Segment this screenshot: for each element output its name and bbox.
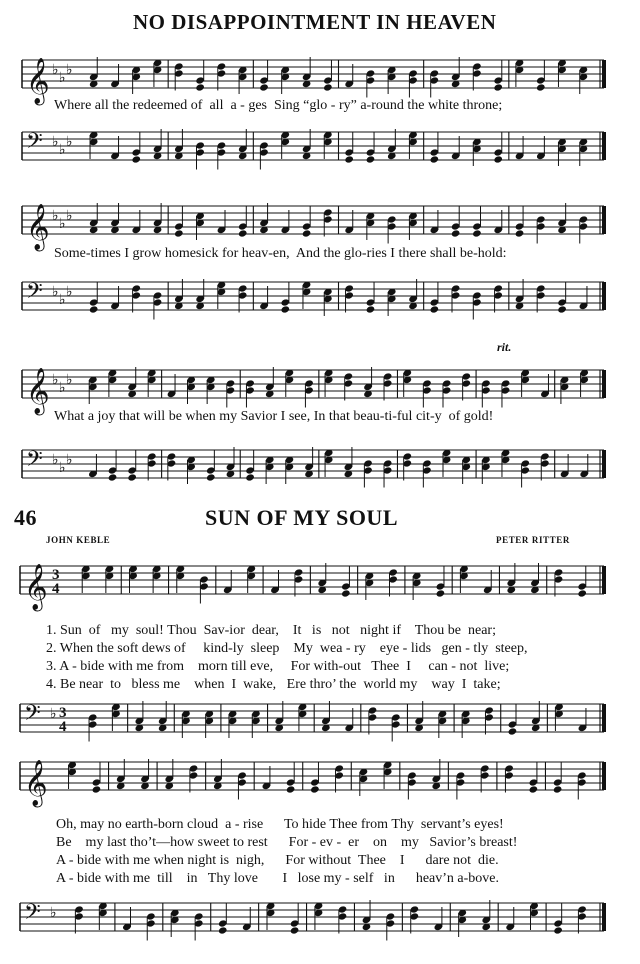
hymn2-verse-line-6: Be my last tho’t—how sweet to rest For - ev - er on my Savior’s breast!: [56, 835, 518, 850]
hymn-title: SUN OF MY SOUL: [205, 505, 398, 530]
system-4-bass-staff: [0, 694, 640, 744]
hymn1-lyric-line-1: Where all the redeemed of all a - ges Sing “glo - ry” a-round the white throne;: [54, 98, 503, 113]
system-2-treble-staff: [0, 196, 640, 250]
hymn2-verse-line-8: A - bide with me till in Thy love I lose my - self in heav’n a-bove.: [56, 871, 499, 886]
svg-text:♭: ♭: [52, 452, 59, 468]
system-1-treble-staff: [0, 50, 640, 104]
hymn2-verse-line-7: A - bide with me when night is nigh, For without Thee I dare not die.: [56, 853, 499, 868]
svg-text:4: 4: [52, 581, 60, 597]
ritardando-mark: rit.: [497, 340, 512, 354]
hymn2-verse-line-3: 3. A - bide with me from morn till eve, For with-out Thee I can - not live;: [46, 659, 510, 674]
hymn1-lyric-line-3: What a joy that will be when my Savior I see, In that beau-ti-ful cit-y of gold!: [54, 409, 494, 424]
author-credit: JOHN KEBLE: [46, 535, 111, 545]
system-1-bass-staff: [0, 122, 640, 172]
hymn-title: NO DISAPPOINTMENT IN HEAVEN: [133, 10, 497, 34]
hymn2-verse-line-4: 4. Be near to bless me when I wake, Ere thro’ the world my way I take;: [46, 677, 501, 692]
svg-text:𝄞: 𝄞: [24, 564, 48, 610]
system-3-treble-staff: [0, 360, 640, 414]
svg-text:𝄢: 𝄢: [24, 900, 41, 930]
svg-text:♭: ♭: [59, 292, 66, 308]
hymn-number: 46: [14, 505, 37, 530]
svg-text:𝄞: 𝄞: [26, 204, 50, 250]
svg-text:♭: ♭: [59, 216, 66, 232]
system-5-bass-staff: [0, 893, 640, 943]
hymn2-verse-line-5: Oh, may no earth-born cloud a - rise To hide Thee from Thy servant’s eyes!: [56, 817, 504, 832]
system-4-treble-staff: [0, 556, 640, 610]
hymn1-lyric-line-2: Some-times I grow homesick for heav-en, And the glo-ries I there shall be-hold:: [54, 246, 507, 261]
svg-text:♭: ♭: [59, 460, 66, 476]
svg-text:♭: ♭: [52, 62, 59, 78]
svg-text:♭: ♭: [50, 706, 57, 722]
svg-text:𝄞: 𝄞: [26, 58, 50, 104]
svg-text:4: 4: [59, 719, 67, 735]
svg-text:♭: ♭: [52, 134, 59, 150]
svg-text:𝄢: 𝄢: [26, 447, 43, 477]
svg-text:♭: ♭: [66, 452, 73, 468]
svg-text:♭: ♭: [52, 372, 59, 388]
svg-text:𝄞: 𝄞: [24, 760, 48, 806]
svg-text:♭: ♭: [66, 62, 73, 78]
svg-text:𝄢: 𝄢: [26, 129, 43, 159]
svg-text:♭: ♭: [66, 208, 73, 224]
system-2-bass-staff: [0, 272, 640, 322]
svg-text:3: 3: [59, 705, 67, 721]
svg-text:♭: ♭: [66, 134, 73, 150]
svg-text:𝄞: 𝄞: [26, 368, 50, 414]
svg-text:♭: ♭: [59, 70, 66, 86]
system-5-treble-staff: [0, 752, 640, 806]
svg-text:♭: ♭: [66, 372, 73, 388]
svg-text:𝄢: 𝄢: [26, 279, 43, 309]
svg-text:3: 3: [52, 567, 60, 583]
svg-text:♭: ♭: [52, 284, 59, 300]
svg-text:♭: ♭: [59, 380, 66, 396]
composer-credit: PETER RITTER: [496, 535, 570, 545]
svg-text:𝄢: 𝄢: [24, 701, 41, 731]
svg-text:♭: ♭: [59, 142, 66, 158]
svg-text:♭: ♭: [52, 208, 59, 224]
system-3-bass-staff: [0, 440, 640, 490]
hymn2-verse-line-1: 1. Sun of my soul! Thou Sav-ior dear, It is not night if Thou be near;: [46, 623, 496, 638]
hymn2-verse-line-2: 2. When the soft dews of kind-ly sleep My wea - ry eye - lids gen - tly steep,: [46, 641, 528, 656]
svg-text:♭: ♭: [66, 284, 73, 300]
svg-text:♭: ♭: [50, 905, 57, 921]
